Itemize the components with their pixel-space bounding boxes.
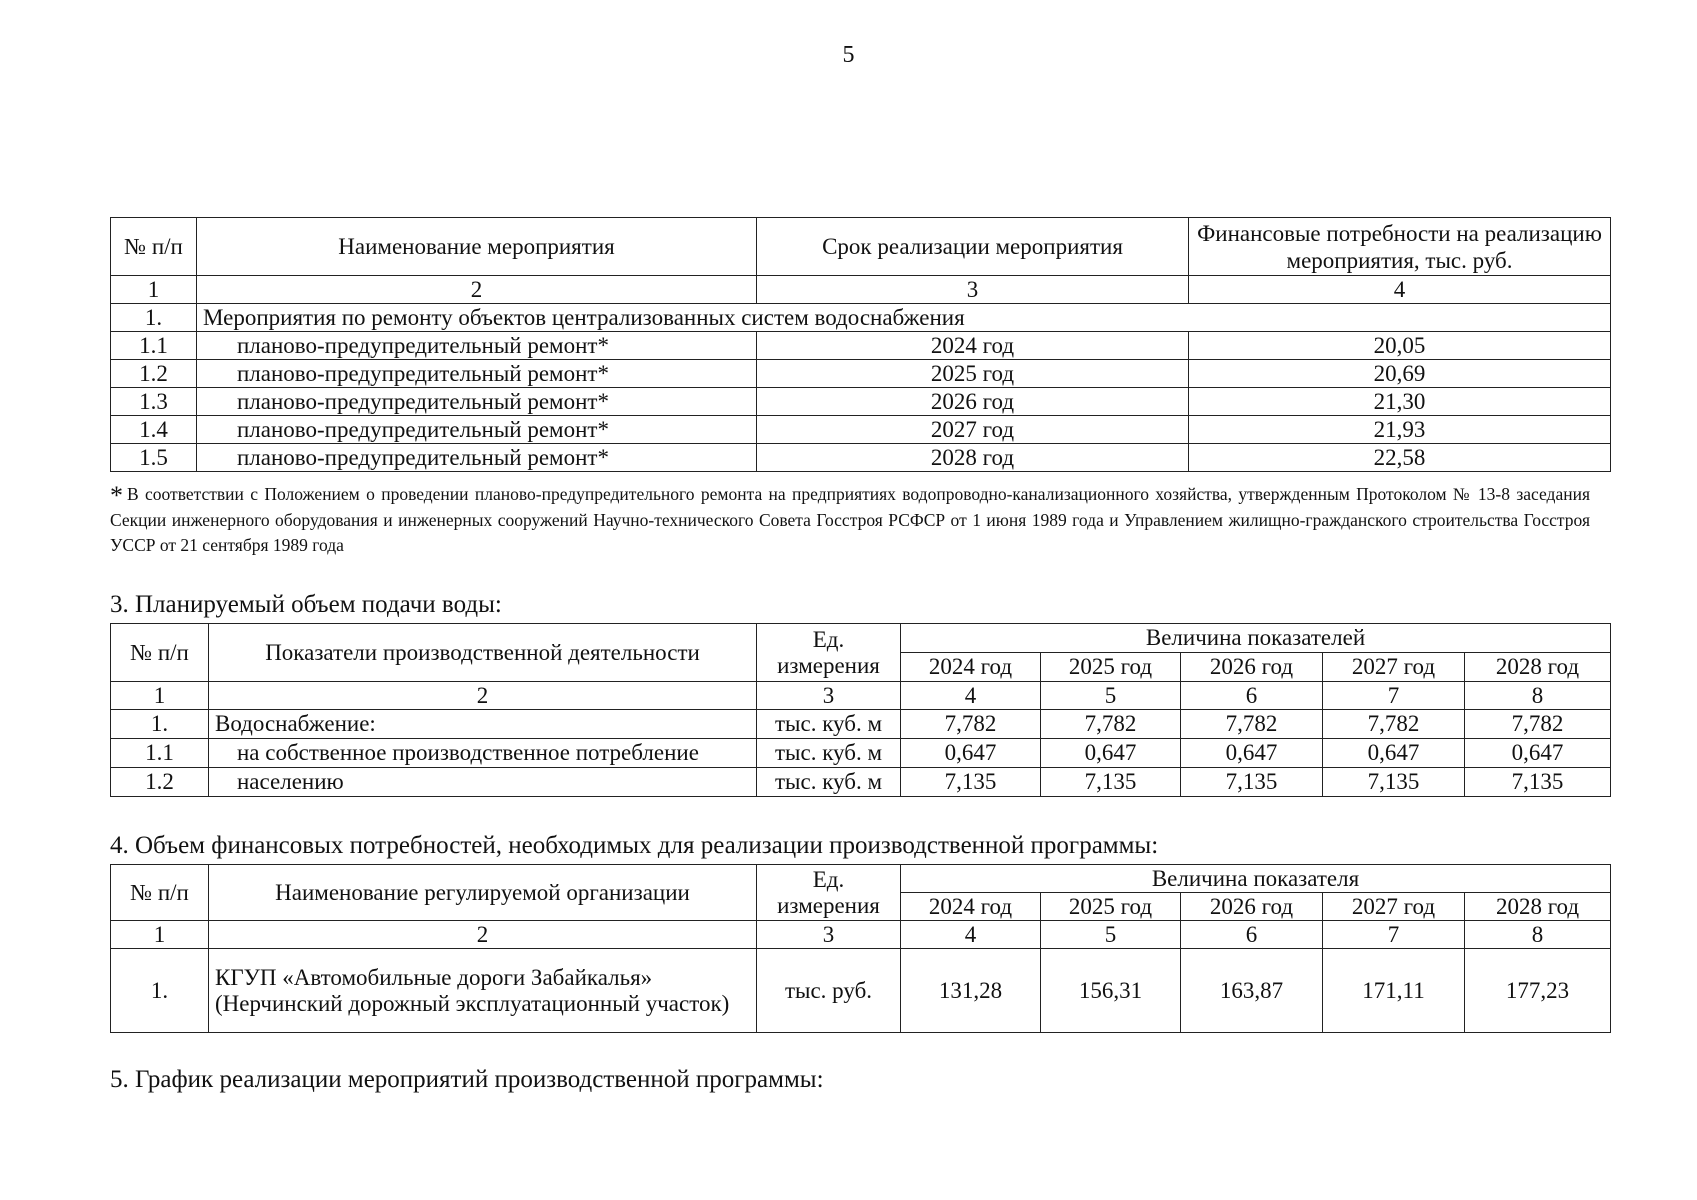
col-number: 6 <box>1181 921 1323 949</box>
header-values-group: Величина показателя <box>901 865 1611 893</box>
row-unit: тыс. руб. <box>757 949 901 1033</box>
financing-table <box>110 864 1611 1033</box>
footnote <box>110 482 1590 558</box>
header-term: Срок реализации мероприятия <box>757 218 1189 276</box>
row-value: 7,135 <box>901 768 1041 797</box>
row-name: планово-предупредительный ремонт* <box>197 416 757 444</box>
row-value: 7,782 <box>901 710 1041 739</box>
col-number: 3 <box>757 682 901 710</box>
row-value: 156,31 <box>1041 949 1181 1033</box>
col-number: 5 <box>1041 921 1181 949</box>
header-num: № п/п <box>111 624 209 682</box>
header-year: 2026 год <box>1181 653 1323 682</box>
measures-table <box>110 217 1611 472</box>
row-num: 1.2 <box>111 360 197 388</box>
header-year: 2024 год <box>901 653 1041 682</box>
table-row <box>111 739 1611 768</box>
header-indicators: Показатели производственной деятельности <box>209 624 757 682</box>
row-num: 1. <box>111 949 209 1033</box>
header-num: № п/п <box>111 865 209 921</box>
row-value: 7,782 <box>1041 710 1181 739</box>
col-number: 1 <box>111 276 197 304</box>
col-number: 6 <box>1181 682 1323 710</box>
row-num: 1.4 <box>111 416 197 444</box>
row-value: 7,135 <box>1323 768 1465 797</box>
table-row <box>111 444 1611 472</box>
page-number: 5 <box>842 42 855 68</box>
table-row <box>111 388 1611 416</box>
row-value: 171,11 <box>1323 949 1465 1033</box>
table-row <box>111 768 1611 797</box>
row-name: на собственное производственное потребление <box>209 739 757 768</box>
col-number: 8 <box>1465 682 1611 710</box>
row-name: населению <box>209 768 757 797</box>
row-term: 2027 год <box>757 416 1189 444</box>
row-num: 1.2 <box>111 768 209 797</box>
row-value: 0,647 <box>1041 739 1181 768</box>
col-number: 7 <box>1323 682 1465 710</box>
row-term: 2026 год <box>757 388 1189 416</box>
col-number: 2 <box>209 682 757 710</box>
row-unit: тыс. куб. м <box>757 768 901 797</box>
row-term: 2025 год <box>757 360 1189 388</box>
row-num: 1.1 <box>111 739 209 768</box>
row-name: планово-предупредительный ремонт* <box>197 360 757 388</box>
col-number: 3 <box>757 276 1189 304</box>
row-value: 0,647 <box>1465 739 1611 768</box>
table-row <box>111 949 1611 1033</box>
row-term: 2028 год <box>757 444 1189 472</box>
row-value: 163,87 <box>1181 949 1323 1033</box>
table-row <box>111 360 1611 388</box>
section-row <box>111 304 1611 332</box>
row-name: планово-предупредительный ремонт* <box>197 388 757 416</box>
col-number: 8 <box>1465 921 1611 949</box>
header-year: 2026 год <box>1181 893 1323 921</box>
row-num: 1. <box>111 304 197 332</box>
row-amount: 21,30 <box>1189 388 1611 416</box>
row-unit: тыс. куб. м <box>757 710 901 739</box>
row-value: 131,28 <box>901 949 1041 1033</box>
header-year: 2027 год <box>1323 653 1465 682</box>
row-value: 7,782 <box>1465 710 1611 739</box>
col-number: 4 <box>901 682 1041 710</box>
row-num: 1. <box>111 710 209 739</box>
row-num: 1.3 <box>111 388 197 416</box>
header-unit: Ед. измерения <box>757 865 901 921</box>
header-year: 2028 год <box>1465 893 1611 921</box>
section-4-title: 4. Объем финансовых потребностей, необходимых для реализации производственной программы: <box>110 832 1159 859</box>
col-number: 7 <box>1323 921 1465 949</box>
row-value: 7,135 <box>1181 768 1323 797</box>
section-5-title: 5. График реализации мероприятий производственной программы: <box>110 1066 824 1093</box>
row-term: 2024 год <box>757 332 1189 360</box>
table-row <box>111 710 1611 739</box>
header-year: 2025 год <box>1041 653 1181 682</box>
row-name: планово-предупредительный ремонт* <box>197 332 757 360</box>
col-number: 2 <box>209 921 757 949</box>
row-value: 7,782 <box>1181 710 1323 739</box>
header-year: 2025 год <box>1041 893 1181 921</box>
header-measure-name: Наименование мероприятия <box>197 218 757 276</box>
row-amount: 20,05 <box>1189 332 1611 360</box>
row-name: Водоснабжение: <box>209 710 757 739</box>
col-number: 4 <box>1189 276 1611 304</box>
col-number: 5 <box>1041 682 1181 710</box>
table-row <box>111 416 1611 444</box>
row-num: 1.1 <box>111 332 197 360</box>
header-year: 2028 год <box>1465 653 1611 682</box>
col-number: 3 <box>757 921 901 949</box>
row-value: 7,135 <box>1465 768 1611 797</box>
row-value: 177,23 <box>1465 949 1611 1033</box>
col-number: 1 <box>111 921 209 949</box>
row-amount: 21,93 <box>1189 416 1611 444</box>
col-number: 4 <box>901 921 1041 949</box>
footnote-star: * <box>110 481 123 510</box>
row-amount: 20,69 <box>1189 360 1611 388</box>
col-number: 2 <box>197 276 757 304</box>
header-num: № п/п <box>111 218 197 276</box>
section-title: Мероприятия по ремонту объектов централизованных систем водоснабжения <box>197 304 1611 332</box>
section-3-title: 3. Планируемый объем подачи воды: <box>110 591 502 618</box>
header-values-group: Величина показателей <box>901 624 1611 653</box>
water-supply-table <box>110 623 1611 797</box>
row-num: 1.5 <box>111 444 197 472</box>
organization-name: КГУП «Автомобильные дороги Забайкалья» (Нерчинский дорожный эксплуатационный участок) <box>209 949 757 1033</box>
row-value: 7,782 <box>1323 710 1465 739</box>
header-year: 2027 год <box>1323 893 1465 921</box>
header-organization: Наименование регулируемой организации <box>209 865 757 921</box>
table-row <box>111 332 1611 360</box>
header-financing: Финансовые потребности на реализацию мероприятия, тыс. руб. <box>1189 218 1611 276</box>
footnote-text: В соответствии с Положением о проведении планово-предупредительного ремонта на предприятиях водопроводно-канализационного хозяйства, утвержденным Протоколом № 13-8 заседания Секции инженерного оборудования и инженерных сооружений Научно-технического Совета Госстроя РСФСР от 1 июня 1989 года и Управлением жилищно-гражданского строительства Госстроя УССР от 21 сентября 1989 года <box>110 484 1590 555</box>
row-amount: 22,58 <box>1189 444 1611 472</box>
row-value: 0,647 <box>1181 739 1323 768</box>
row-value: 0,647 <box>1323 739 1465 768</box>
header-year: 2024 год <box>901 893 1041 921</box>
header-unit: Ед. измерения <box>757 624 901 682</box>
row-unit: тыс. куб. м <box>757 739 901 768</box>
col-number: 1 <box>111 682 209 710</box>
row-value: 0,647 <box>901 739 1041 768</box>
row-value: 7,135 <box>1041 768 1181 797</box>
row-name: планово-предупредительный ремонт* <box>197 444 757 472</box>
